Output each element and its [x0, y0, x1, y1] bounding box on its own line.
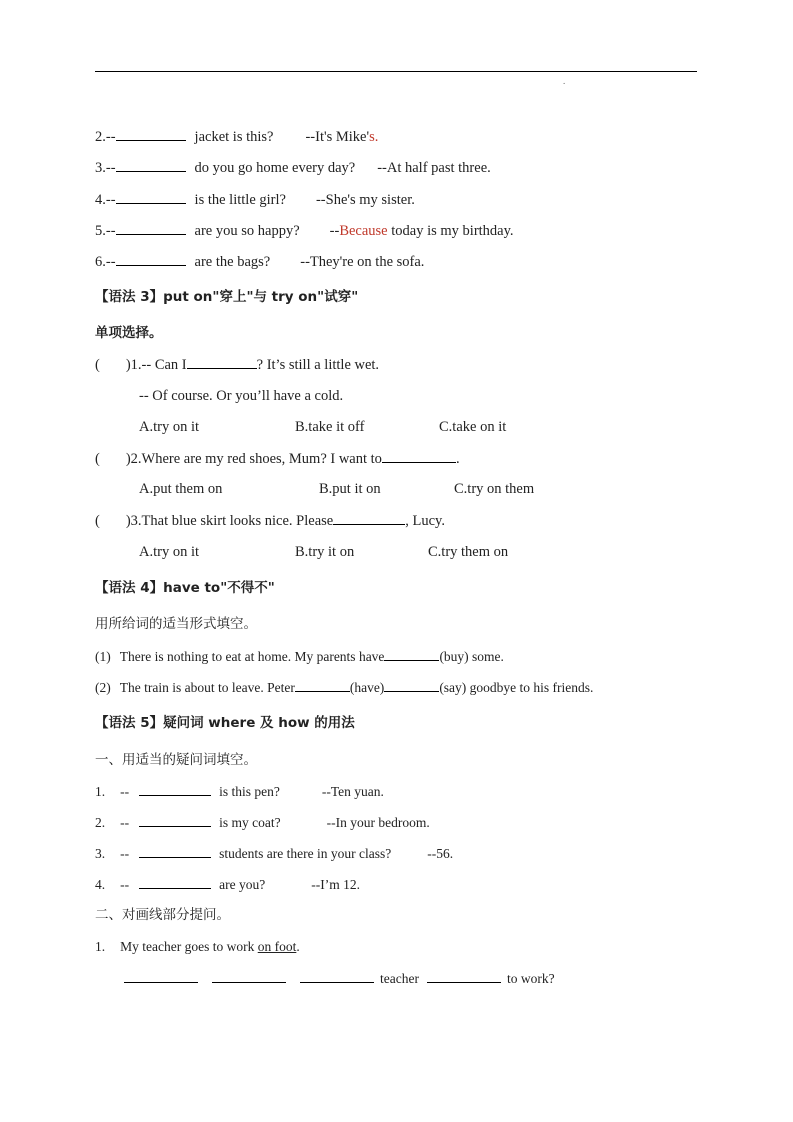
answer-blank[interactable]: [116, 126, 186, 141]
answer-blank[interactable]: [116, 251, 186, 266]
g4-question-2: (2) The train is about to leave. Peter (have) (say) goodbye to his friends.: [95, 677, 593, 698]
g3-q1-option-c[interactable]: C.take on it: [439, 419, 507, 435]
question-4: 4.-- is the little girl? --She's my sister.: [95, 189, 415, 210]
question-5: 5.-- are you so happy? --Because today is my birthday.: [95, 220, 514, 241]
answer-blank[interactable]: [384, 646, 439, 661]
question-3: 3.-- do you go home every day? --At half past three.: [95, 157, 491, 178]
answer-blank[interactable]: [427, 968, 501, 983]
g5-part2-answer-line: teacher to work?: [124, 968, 555, 989]
answer-blank[interactable]: [116, 189, 186, 204]
g5-item-1: 1. -- is this pen? --Ten yuan.: [95, 781, 384, 802]
answer-blank[interactable]: [382, 448, 456, 463]
underlined-phrase: on foot: [257, 939, 297, 954]
g3-question-1-line2: -- Of course. Or you’ll have a cold.: [139, 388, 344, 404]
grammar5-part2: 二、对画线部分提问。: [95, 907, 230, 923]
grammar5-title: 【语法 5】疑问词 where 及 how 的用法: [95, 715, 355, 731]
g3-q3-option-c[interactable]: C.try them on: [428, 544, 509, 560]
g3-q3-option-a[interactable]: A.try on it: [139, 544, 200, 560]
g4-question-1: (1) There is nothing to eat at home. My parents have (buy) some.: [95, 646, 504, 667]
g3-q1-option-a[interactable]: A.try on it: [139, 419, 200, 435]
g3-q2-option-a[interactable]: A.put them on: [139, 481, 223, 497]
grammar3-title: 【语法 3】put on"穿上"与 try on"试穿": [95, 289, 359, 305]
g3-q2-option-b[interactable]: B.put it on: [319, 481, 381, 497]
answer-blank[interactable]: [139, 843, 211, 858]
g5-item-3: 3. -- students are there in your class? --56.: [95, 843, 453, 864]
question-2: 2.-- jacket is this? --It's Mike's.: [95, 126, 378, 147]
grammar3-instruction: 单项选择。: [95, 325, 163, 341]
answer-blank[interactable]: [139, 874, 211, 889]
grammar4-title: 【语法 4】have to"不得不": [95, 580, 275, 596]
answer-blank[interactable]: [116, 220, 186, 235]
header-dot: .: [563, 76, 566, 86]
answer-blank[interactable]: [124, 968, 198, 983]
answer-blank[interactable]: [212, 968, 286, 983]
answer-blank[interactable]: [139, 812, 211, 827]
g3-question-3: ( )3.That blue skirt looks nice. Please , Lucy.: [95, 510, 445, 531]
header-rule: [95, 71, 697, 72]
g3-q3-option-b[interactable]: B.try it on: [295, 544, 355, 560]
g5-item-4: 4. -- are you? --I’m 12.: [95, 874, 360, 895]
answer-blank[interactable]: [300, 968, 374, 983]
g3-question-2: ( )2.Where are my red shoes, Mum? I want to .: [95, 448, 460, 469]
g5-part2-question-1: 1. My teacher goes to work on foot.: [95, 939, 300, 954]
answer-blank[interactable]: [295, 677, 350, 692]
g3-question-1: ( )1.-- Can I ? It’s still a little wet.: [95, 354, 379, 375]
question-6: 6.-- are the bags? --They're on the sofa.: [95, 251, 424, 272]
grammar5-part1: 一、用适当的疑问词填空。: [95, 752, 257, 768]
g3-q2-option-c[interactable]: C.try on them: [454, 481, 535, 497]
g5-item-2: 2. -- is my coat? --In your bedroom.: [95, 812, 430, 833]
g3-q1-option-b[interactable]: B.take it off: [295, 419, 365, 435]
answer-blank[interactable]: [384, 677, 439, 692]
answer-blank[interactable]: [187, 354, 257, 369]
answer-blank[interactable]: [333, 510, 405, 525]
grammar4-instruction: 用所给词的适当形式填空。: [95, 616, 257, 632]
answer-blank[interactable]: [116, 157, 186, 172]
answer-blank[interactable]: [139, 781, 211, 796]
